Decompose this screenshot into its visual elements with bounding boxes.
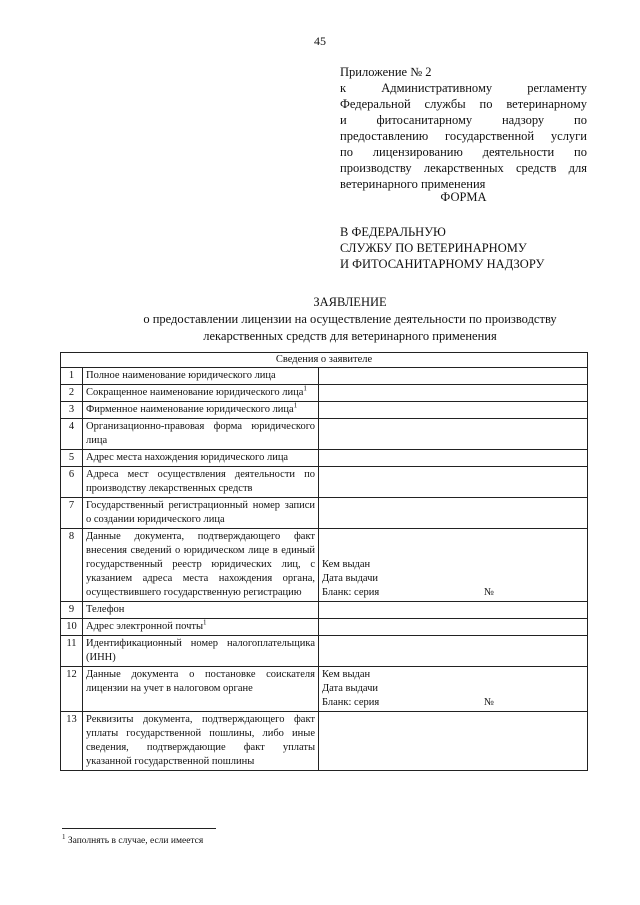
- row-number: 4: [61, 419, 83, 450]
- row-number: 5: [61, 450, 83, 467]
- row-number: 13: [61, 712, 83, 771]
- addressee-block: [340, 224, 544, 272]
- footnote-text: Заполнять в случае, если имеется: [67, 836, 204, 846]
- row-label: Данные документа о постановке соискателя лицензии на учет в налоговом органе: [86, 669, 315, 694]
- row-number: 2: [61, 385, 83, 402]
- row-number: 6: [61, 467, 83, 498]
- row-label-cell: [83, 402, 319, 419]
- row-value-cell[interactable]: [319, 712, 588, 771]
- value-line: Кем выдан: [322, 669, 371, 680]
- row-number: 10: [61, 619, 83, 636]
- row-value-cell[interactable]: [319, 450, 588, 467]
- row-label: Полное наименование юридического лица: [86, 370, 276, 381]
- appendix-line: по лицензированию деятельности по: [340, 145, 587, 159]
- table-row: [61, 602, 588, 619]
- footnote-divider: [62, 828, 216, 829]
- applicant-info-table: [60, 352, 588, 771]
- row-number: 7: [61, 498, 83, 529]
- row-number: 11: [61, 636, 83, 667]
- row-label: Адрес места нахождения юридического лица: [86, 452, 289, 463]
- row-number: 1: [61, 368, 83, 385]
- row-label: Адрес электронной почты: [86, 621, 204, 632]
- row-value-cell[interactable]: [319, 467, 588, 498]
- footnote-mark: 1: [62, 832, 66, 841]
- row-label-cell: [83, 636, 319, 667]
- appendix-line: производству лекарственных средств для: [340, 161, 587, 175]
- row-label: Государственный регистрационный номер записи о создании юридического лица: [86, 500, 315, 525]
- row-value-cell[interactable]: [319, 619, 588, 636]
- row-value-cell[interactable]: [319, 368, 588, 385]
- table-row: [61, 529, 588, 602]
- table-header-row: [61, 353, 588, 368]
- footnote: [62, 832, 204, 846]
- row-value-cell[interactable]: [319, 402, 588, 419]
- document-title: [60, 294, 640, 345]
- appendix-block: [340, 64, 587, 192]
- row-number: 8: [61, 529, 83, 602]
- document-heading: ЗАЯВЛЕНИЕ: [313, 295, 387, 309]
- row-value-cell[interactable]: [319, 602, 588, 619]
- row-label: Адреса мест осуществления деятельности по производству лекарственных средств: [86, 469, 315, 494]
- row-label: Телефон: [86, 604, 125, 615]
- row-label-cell: [83, 467, 319, 498]
- appendix-line: к Административному регламенту: [340, 81, 587, 95]
- table-row: [61, 419, 588, 450]
- appendix-line: и фитосанитарному надзору по: [340, 113, 587, 127]
- row-label-cell: [83, 368, 319, 385]
- row-value-cell[interactable]: [319, 636, 588, 667]
- table-row: [61, 467, 588, 498]
- footnote-ref: 1: [203, 618, 207, 627]
- row-value-cell[interactable]: [319, 385, 588, 402]
- row-label-cell: [83, 529, 319, 602]
- appendix-line: Федеральной службы по ветеринарному: [340, 97, 587, 111]
- appendix-line: ветеринарного применения: [340, 177, 486, 191]
- row-value-cell[interactable]: [319, 529, 588, 602]
- footnote-ref: 1: [293, 401, 298, 410]
- number-sign: №: [483, 697, 494, 708]
- table-header: Сведения о заявителе: [61, 353, 588, 368]
- table-row: [61, 402, 588, 419]
- table-row: [61, 498, 588, 529]
- table-row: [61, 368, 588, 385]
- value-line: Бланк: серия: [322, 697, 380, 708]
- row-number: 9: [61, 602, 83, 619]
- addressee-line: И ФИТОСАНИТАРНОМУ НАДЗОРУ: [340, 257, 545, 271]
- row-number: 3: [61, 402, 83, 419]
- table-row: [61, 619, 588, 636]
- row-label: Данные документа, подтверждающего факт внесения сведений о юридическом лице в единый государственный реестр юридических лиц, с указанием адреса места нахождения органа, осуществившего государственную регистрацию: [86, 531, 315, 598]
- page-number: 45: [314, 34, 326, 48]
- table-row: [61, 636, 588, 667]
- row-label: Сокращенное наименование юридического лица: [86, 387, 304, 398]
- row-label-cell: [83, 419, 319, 450]
- row-label-cell: [83, 602, 319, 619]
- row-number: 12: [61, 667, 83, 712]
- footnote-ref: 1: [303, 384, 307, 393]
- appendix-line: предоставлению государственной услуги: [340, 129, 587, 143]
- number-sign: №: [483, 587, 494, 598]
- table-row: [61, 667, 588, 712]
- forma-label: ФОРМА: [440, 190, 487, 204]
- table-row: [61, 712, 588, 771]
- row-label-cell: [83, 667, 319, 712]
- value-line: Кем выдан: [322, 559, 371, 570]
- document-subtitle-line: о предоставлении лицензии на осуществление деятельности по производству: [143, 312, 557, 326]
- table-row: [61, 450, 588, 467]
- value-line: Дата выдачи: [322, 683, 379, 694]
- row-label: Организационно-правовая форма юридического лица: [86, 421, 315, 446]
- row-label: Фирменное наименование юридического лица: [86, 404, 294, 415]
- row-value-cell[interactable]: [319, 419, 588, 450]
- row-value-cell[interactable]: [319, 498, 588, 529]
- addressee-line: В ФЕДЕРАЛЬНУЮ: [340, 225, 446, 239]
- row-label-cell: [83, 450, 319, 467]
- table-row: [61, 385, 588, 402]
- row-label-cell: [83, 498, 319, 529]
- row-value-cell[interactable]: [319, 667, 588, 712]
- row-label-cell: [83, 619, 319, 636]
- document-subtitle-line: лекарственных средств для ветеринарного применения: [203, 329, 497, 343]
- value-line: Дата выдачи: [322, 573, 379, 584]
- row-label: Реквизиты документа, подтверждающего факт уплаты государственной пошлины, либо иные сведения, подтверждающие факт уплаты указанной государственной пошлины: [86, 714, 315, 767]
- appendix-title: Приложение № 2: [340, 65, 432, 79]
- row-label-cell: [83, 712, 319, 771]
- addressee-line: СЛУЖБУ ПО ВЕТЕРИНАРНОМУ: [340, 241, 527, 255]
- row-label-cell: [83, 385, 319, 402]
- row-label: Идентификационный номер налогоплательщика (ИНН): [86, 638, 315, 663]
- value-line: Бланк: серия: [322, 587, 380, 598]
